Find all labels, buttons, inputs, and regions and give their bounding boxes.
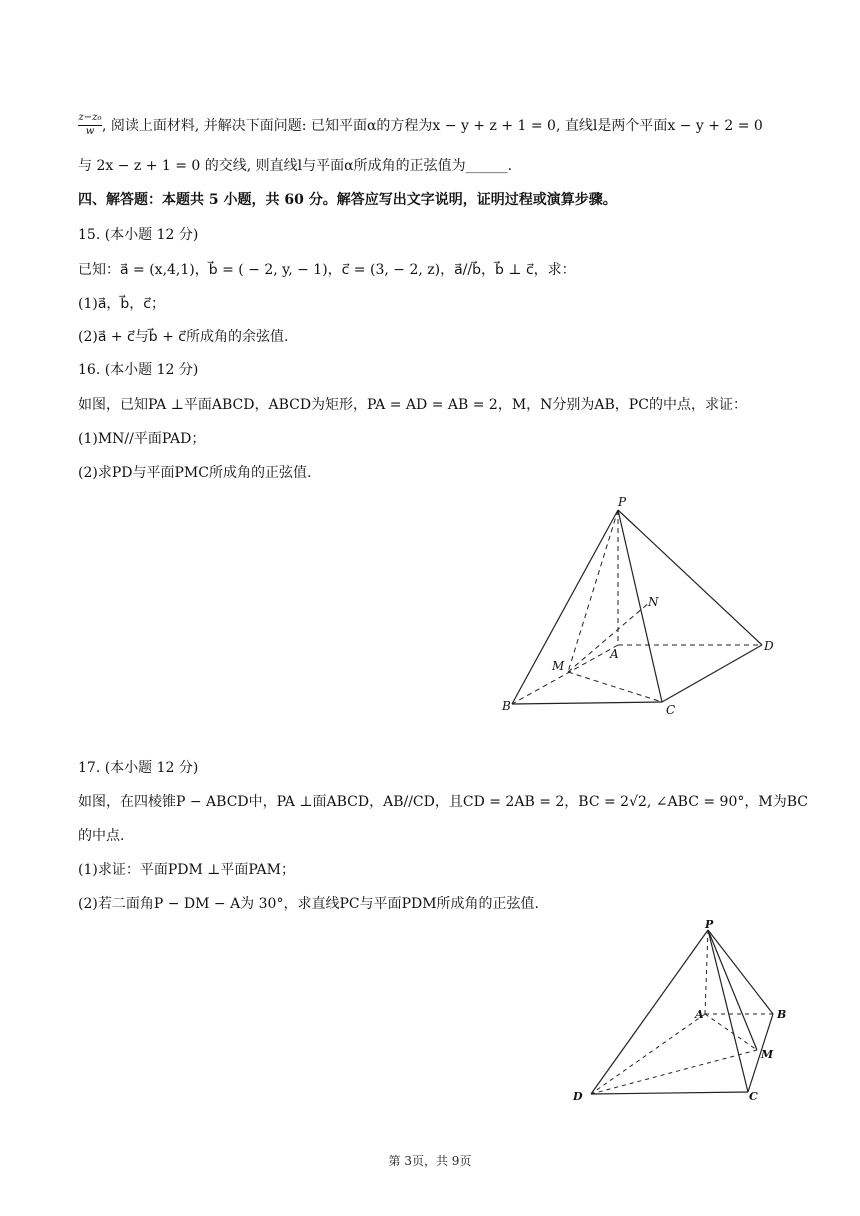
q16-stem: 如图，已知PA ⊥平面ABCD，ABCD为矩形，PA = AD = AB = 2，M，N分别为AB，PC的中点，求证：	[78, 397, 747, 413]
label-A: A	[610, 647, 619, 661]
label-C: C	[749, 1090, 758, 1103]
q17-figure	[565, 918, 805, 1118]
q17-head: 17. (本小题 12 分)	[78, 760, 199, 776]
q16-part2: (2)求PD与平面PMC所成角的正弦值.	[78, 465, 312, 481]
edge-PM	[708, 930, 757, 1050]
q15-part1: (1)a⃗，b⃗，c⃗；	[78, 296, 165, 312]
label-N: N	[648, 595, 659, 609]
label-M: M	[761, 1048, 774, 1061]
label-P: P	[618, 495, 627, 509]
q15-head: 15. (本小题 12 分)	[78, 227, 199, 243]
q17-part2: (2)若二面角P − DM − A为 30°，求直线PC与平面PDM所成角的正弦值.	[78, 896, 540, 912]
q17-stem-1: 如图，在四棱锥P − ABCD中，PA ⊥面ABCD，AB//CD，且CD = 2AB = 2，BC = 2√2, ∠ABC = 90°，M为BC	[78, 794, 808, 810]
top-line-1: , 阅读上面材料, 并解决下面问题: 已知平面α的方程为x − y + z + 1 = 0, 直线l是两个平面x − y + 2 = 0	[102, 118, 763, 134]
edge-PA	[705, 930, 708, 1014]
fraction-denominator: w	[85, 126, 95, 137]
fraction-numerator: z−z₀	[78, 112, 102, 126]
label-M: M	[552, 659, 565, 673]
edge-PD	[591, 930, 708, 1094]
edge-DM	[591, 1050, 757, 1094]
label-D: D	[764, 639, 774, 653]
fraction	[78, 112, 102, 138]
section-heading: 四、解答题：本题共 5 小题，共 60 分。解答应写出文字说明，证明过程或演算步骤。	[78, 192, 617, 208]
q15-part2: (2)a⃗ + c⃗与b⃗ + c⃗所成角的余弦值.	[78, 329, 289, 345]
edge-MC	[568, 672, 662, 702]
q16-part1: (1)MN//平面PAD；	[78, 431, 206, 447]
q16-head: 16. (本小题 12 分)	[78, 362, 199, 378]
edge-MN	[568, 602, 650, 672]
label-P: P	[705, 918, 714, 931]
label-D: D	[573, 1090, 583, 1103]
edge-PD	[618, 510, 762, 645]
edge-PB	[708, 930, 773, 1014]
label-B: B	[502, 699, 511, 713]
q16-figure	[490, 490, 790, 720]
edge-PC	[708, 930, 748, 1092]
label-C: C	[666, 703, 676, 717]
edge-PB	[512, 510, 618, 704]
edge-CD	[662, 645, 762, 702]
label-B: B	[777, 1008, 787, 1021]
label-A: A	[695, 1008, 704, 1021]
edge-DC	[591, 1092, 748, 1094]
page-footer: 第 3页，共 9页	[388, 1154, 472, 1168]
top-line-2: 与 2x − z + 1 = 0 的交线, 则直线l与平面α所成角的正弦值为______.	[78, 158, 513, 174]
q17-stem-2: 的中点.	[78, 828, 125, 844]
edge-AD	[591, 1014, 705, 1094]
q17-part1: (1)求证：平面PDM ⊥平面PAM；	[78, 862, 296, 878]
q15-stem: 已知：a⃗ = (x,4,1)，b⃗ = ( − 2, y, − 1)，c⃗ = (3, − 2, z)，a⃗//b⃗，b⃗ ⊥ c⃗，求：	[78, 262, 576, 278]
edge-BC	[512, 702, 662, 704]
